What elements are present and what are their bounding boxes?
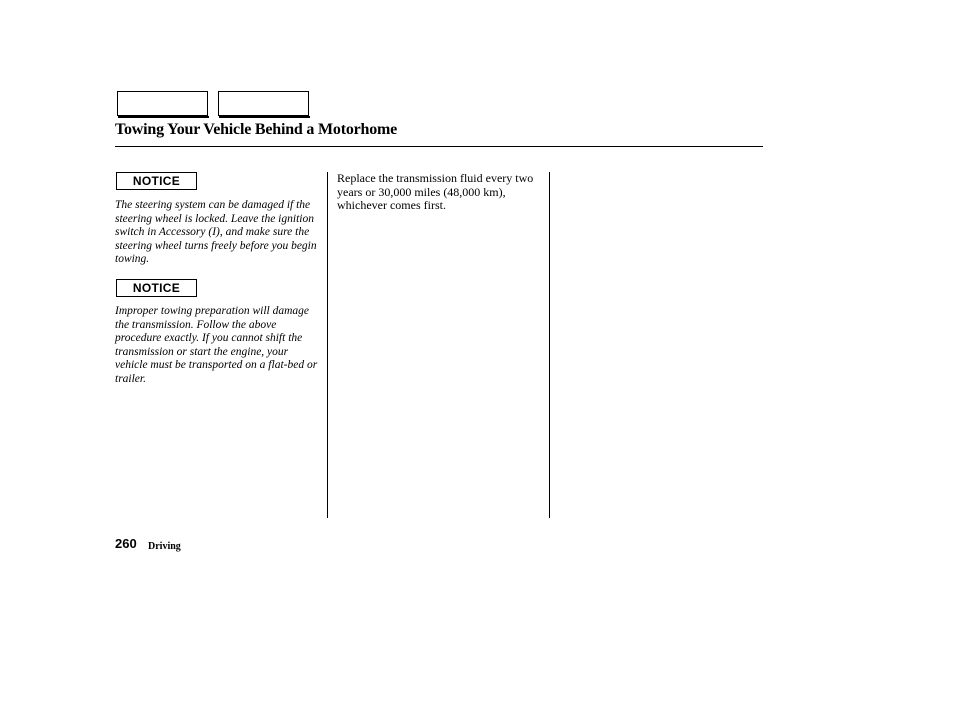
transmission-fluid-paragraph: Replace the transmission fluid every two years or 30,000 miles (48,000 km), whichever comes first. bbox=[337, 171, 534, 212]
nav-previous-button[interactable] bbox=[117, 91, 208, 116]
notice-text-steering: The steering system can be damaged if the steering wheel is locked. Leave the ignition switch in Accessory (I), and make sure the steering wheel turns freely before you begin towing. bbox=[115, 199, 317, 265]
page-number: 260 bbox=[115, 536, 137, 551]
page-title: Towing Your Vehicle Behind a Motorhome bbox=[115, 121, 398, 138]
notice-text-transmission: Improper towing preparation will damage the transmission. Follow the above procedure exactly. If you cannot shift the transmission or start the engine, your vehicle must be transported on a flat-bed or trailer. bbox=[115, 305, 318, 385]
notice-badge: NOTICE bbox=[116, 279, 197, 297]
title-divider bbox=[115, 146, 763, 147]
section-name: Driving bbox=[148, 541, 181, 552]
column-divider-1 bbox=[327, 172, 328, 518]
notice-badge: NOTICE bbox=[116, 172, 197, 190]
column-divider-2 bbox=[549, 172, 550, 518]
nav-next-button[interactable] bbox=[218, 91, 309, 116]
